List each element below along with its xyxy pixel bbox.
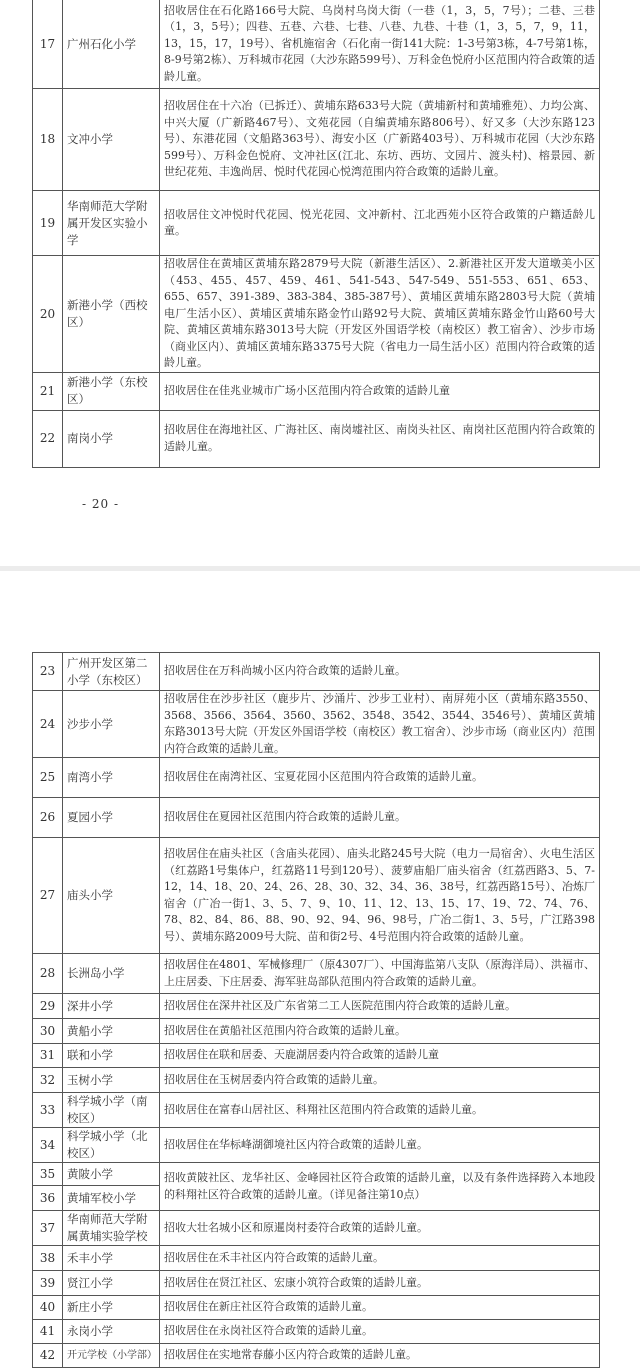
enrollment-area: 招收居住在庙头社区（含庙头花园）、庙头北路245号大院（电力一局宿舍）、火电生活区（红荔路1号集体户，红荔路11号到120号）、菠萝庙船厂庙头宿舍（红荔西路3、5、7-12，14、18、20、24、26、28、30、32、34、36、38号，红荔西路15号）、冶炼厂宿舍（广冶一街1、3、5、7、9、10、11、12、13、15、17、19、72、74、76、78、82、84、86、88、90、92、94、96、98号，广冶二街1、3、5号，广江路398号）、黄埔东路2009号大院、苗和街2号、4号范围内符合政策的适龄儿童。 [160, 838, 600, 954]
row-number: 41 [33, 1320, 63, 1344]
school-name: 长洲岛小学 [63, 954, 160, 994]
table-row [33, 1068, 600, 1093]
enrollment-area: 招收居住在4801、军械修理厂（原4307厂）、中国海监第八支队（原海洋局）、洪福市、上庄居委、下庄居委、海军驻岛部队范围内符合政策的适龄儿童。 [160, 954, 600, 994]
enrollment-area: 招收居住文冲悦时代花园、悦光花园、文冲新村、江北西苑小区符合政策的户籍适龄儿童。 [160, 191, 600, 256]
enrollment-area: 招收居住在实地常春藤小区内符合政策的适龄儿童。 [160, 1344, 600, 1368]
table-row [33, 0, 600, 89]
row-number: 42 [33, 1344, 63, 1368]
school-name: 沙步小学 [63, 691, 160, 758]
school-district-table [32, 0, 600, 468]
table-row [33, 372, 600, 410]
school-name: 深井小学 [63, 994, 160, 1019]
enrollment-area: 招收大壮名城小区和原暹岗村委符合政策的适龄儿童。 [160, 1211, 600, 1246]
school-name: 广州开发区第二小学（东校区） [63, 653, 160, 691]
page-number: - 20 - [82, 497, 120, 511]
table-row [33, 1163, 600, 1186]
table-row [33, 1044, 600, 1068]
enrollment-area: 招收居住在禾丰社区内符合政策的适龄儿童。 [160, 1246, 600, 1271]
enrollment-area: 招收居住在南湾社区、宝夏花园小区范围内符合政策的适龄儿童。 [160, 758, 600, 798]
table-row [33, 994, 600, 1019]
school-name: 夏园小学 [63, 798, 160, 838]
table-row [33, 653, 600, 691]
row-number: 19 [33, 191, 63, 256]
school-name: 新港小学（西校区） [63, 256, 160, 373]
row-number: 24 [33, 691, 63, 758]
table-row [33, 410, 600, 467]
school-name: 永岗小学 [63, 1320, 160, 1344]
table-row [33, 1128, 600, 1163]
enrollment-area: 招收居住在黄埔区黄埔东路2879号大院（新港生活区）、2.新港社区开发大道墩美小区（453、455、457、459、461、541-543、547-549、551-553、651、653、655、657、391-389、383-384、385-387号）、黄埔区黄埔东路2803号大院（黄埔电厂生活小区）、黄埔区黄埔东路金竹山路92号大院、黄埔区黄埔东路金竹山路60号大院、黄埔区黄埔东路3013号大院（开发区外国语学校（南校区）教工宿舍）、沙步市场（商业区内）、黄埔区黄埔东路3375号大院（省电力一局生活小区）范围内符合政策的适龄儿童。 [160, 256, 600, 373]
enrollment-area: 招收居住在富春山居社区、科翔社区范围内符合政策的适龄儿童。 [160, 1093, 600, 1128]
table-row [33, 256, 600, 373]
enrollment-area: 招收居住在永岗社区符合政策的适龄儿童。 [160, 1320, 600, 1344]
row-number: 31 [33, 1044, 63, 1068]
school-name: 南岗小学 [63, 410, 160, 467]
school-name: 广州石化小学 [63, 0, 160, 89]
table-row [33, 1019, 600, 1044]
school-name: 开元学校（小学部） [63, 1344, 160, 1368]
enrollment-area: 招收居住在石化路166号大院、乌岗村乌岗大街（一巷（1，3，5，7号）；二巷、三巷（1，3，5号）；四巷、五巷、六巷、七巷、八巷、九巷、十巷（1，3，5，7，9，11，13，15，17，19号）、省机施宿舍（石化南一街141大院：1-3号第3栋，4-7号第1栋，8-9号第2栋）、万科城市花园（大沙东路599号）、万科金色悦府小区范围内符合政策的适龄儿童。 [160, 0, 600, 89]
document-page-21 [0, 571, 640, 1363]
enrollment-area: 招收居住在黄船社区范围内符合政策的适龄儿童。 [160, 1019, 600, 1044]
row-number: 22 [33, 410, 63, 467]
enrollment-area: 招收黄陂社区、龙华社区、金峰园社区符合政策的适龄儿童，以及有条件选择跨入本地段的科翔社区符合政策的适龄儿童。（详见备注第10点） [160, 1163, 600, 1211]
school-name: 新庄小学 [63, 1296, 160, 1320]
table-row [33, 89, 600, 191]
enrollment-area: 招收居住在佳兆业城市广场小区范围内符合政策的适龄儿童 [160, 372, 600, 410]
school-name: 黄埔军校小学 [63, 1186, 160, 1211]
school-name: 联和小学 [63, 1044, 160, 1068]
school-name: 黄陂小学 [63, 1163, 160, 1186]
row-number: 21 [33, 372, 63, 410]
school-name: 玉树小学 [63, 1068, 160, 1093]
enrollment-area: 招收居住在联和居委、天鹿湖居委内符合政策的适龄儿童 [160, 1044, 600, 1068]
table-row [33, 191, 600, 256]
table-row [33, 1211, 600, 1246]
school-name: 庙头小学 [63, 838, 160, 954]
row-number: 38 [33, 1246, 63, 1271]
enrollment-area: 招收居住在华标峰湖御境社区内符合政策的适龄儿童。 [160, 1128, 600, 1163]
table-row [33, 798, 600, 838]
school-name: 华南师范大学附属开发区实验小学 [63, 191, 160, 256]
table-row [33, 758, 600, 798]
row-number: 32 [33, 1068, 63, 1093]
table-row [33, 691, 600, 758]
enrollment-area: 招收居住在夏园社区范围内符合政策的适龄儿童。 [160, 798, 600, 838]
table-row [33, 1271, 600, 1296]
school-name: 华南师范大学附属黄埔实验学校 [63, 1211, 160, 1246]
enrollment-area: 招收居住在万科尚城小区内符合政策的适龄儿童。 [160, 653, 600, 691]
row-number: 29 [33, 994, 63, 1019]
enrollment-area: 招收居住在海地社区、广海社区、南岗墟社区、南岗头社区、南岗社区范围内符合政策的适龄儿童。 [160, 410, 600, 467]
table-row [33, 1093, 600, 1128]
table-row [33, 1246, 600, 1271]
table-row [33, 1320, 600, 1344]
enrollment-area: 招收居住在十六冶（已拆迁）、黄埔东路633号大院（黄埔新村和黄埔雅苑）、力均公寓、中兴大厦（广新路467号）、文苑花园（自编黄埔东路806号）、好又多（大沙东路123号）、东港花园（文船路363号）、海安小区（广新路403号）、万科城市花园（大沙东路599号）、万科金色悦府、文冲社区(江北、东坊、西坊、文园片、渡头村)、榕景园、新世纪花苑、丰逸尚居、悦时代花园心悦湾范围内符合政策的适龄儿童。 [160, 89, 600, 191]
enrollment-area: 招收居住在玉树居委内符合政策的适龄儿童。 [160, 1068, 600, 1093]
table-row [33, 954, 600, 994]
row-number: 37 [33, 1211, 63, 1246]
table-row [33, 1344, 600, 1368]
enrollment-area: 招收居住在深井社区及广东省第二工人医院范围内符合政策的适龄儿童。 [160, 994, 600, 1019]
school-name: 科学城小学（北校区） [63, 1128, 160, 1163]
school-name: 南湾小学 [63, 758, 160, 798]
row-number: 17 [33, 0, 63, 89]
row-number: 39 [33, 1271, 63, 1296]
row-number: 27 [33, 838, 63, 954]
row-number: 28 [33, 954, 63, 994]
row-number: 35 [33, 1163, 63, 1186]
school-name: 文冲小学 [63, 89, 160, 191]
school-name: 黄船小学 [63, 1019, 160, 1044]
row-number: 26 [33, 798, 63, 838]
row-number: 20 [33, 256, 63, 373]
school-name: 科学城小学（南校区） [63, 1093, 160, 1128]
row-number: 18 [33, 89, 63, 191]
row-number: 23 [33, 653, 63, 691]
enrollment-area: 招收居住在沙步社区（鹿步片、沙涌片、沙步工业村）、南屏苑小区（黄埔东路3550、3568、3566、3564、3560、3562、3548、3542、3544、3546号）、黄埔区黄埔东路3013号大院（开发区外国语学校（南校区）教工宿舍）、沙步市场（商业区内）范围内符合政策的适龄儿童。 [160, 691, 600, 758]
row-number: 36 [33, 1186, 63, 1211]
table-row [33, 838, 600, 954]
school-name: 新港小学（东校区） [63, 372, 160, 410]
row-number: 34 [33, 1128, 63, 1163]
enrollment-area: 招收居住在贤江社区、宏康小筑符合政策的适龄儿童。 [160, 1271, 600, 1296]
table-row [33, 1296, 600, 1320]
row-number: 25 [33, 758, 63, 798]
row-number: 33 [33, 1093, 63, 1128]
row-number: 30 [33, 1019, 63, 1044]
document-page-20 [0, 0, 640, 566]
row-number: 40 [33, 1296, 63, 1320]
enrollment-area: 招收居住在新庄社区符合政策的适龄儿童。 [160, 1296, 600, 1320]
school-name: 贤江小学 [63, 1271, 160, 1296]
school-district-table [32, 652, 600, 1368]
school-name: 禾丰小学 [63, 1246, 160, 1271]
